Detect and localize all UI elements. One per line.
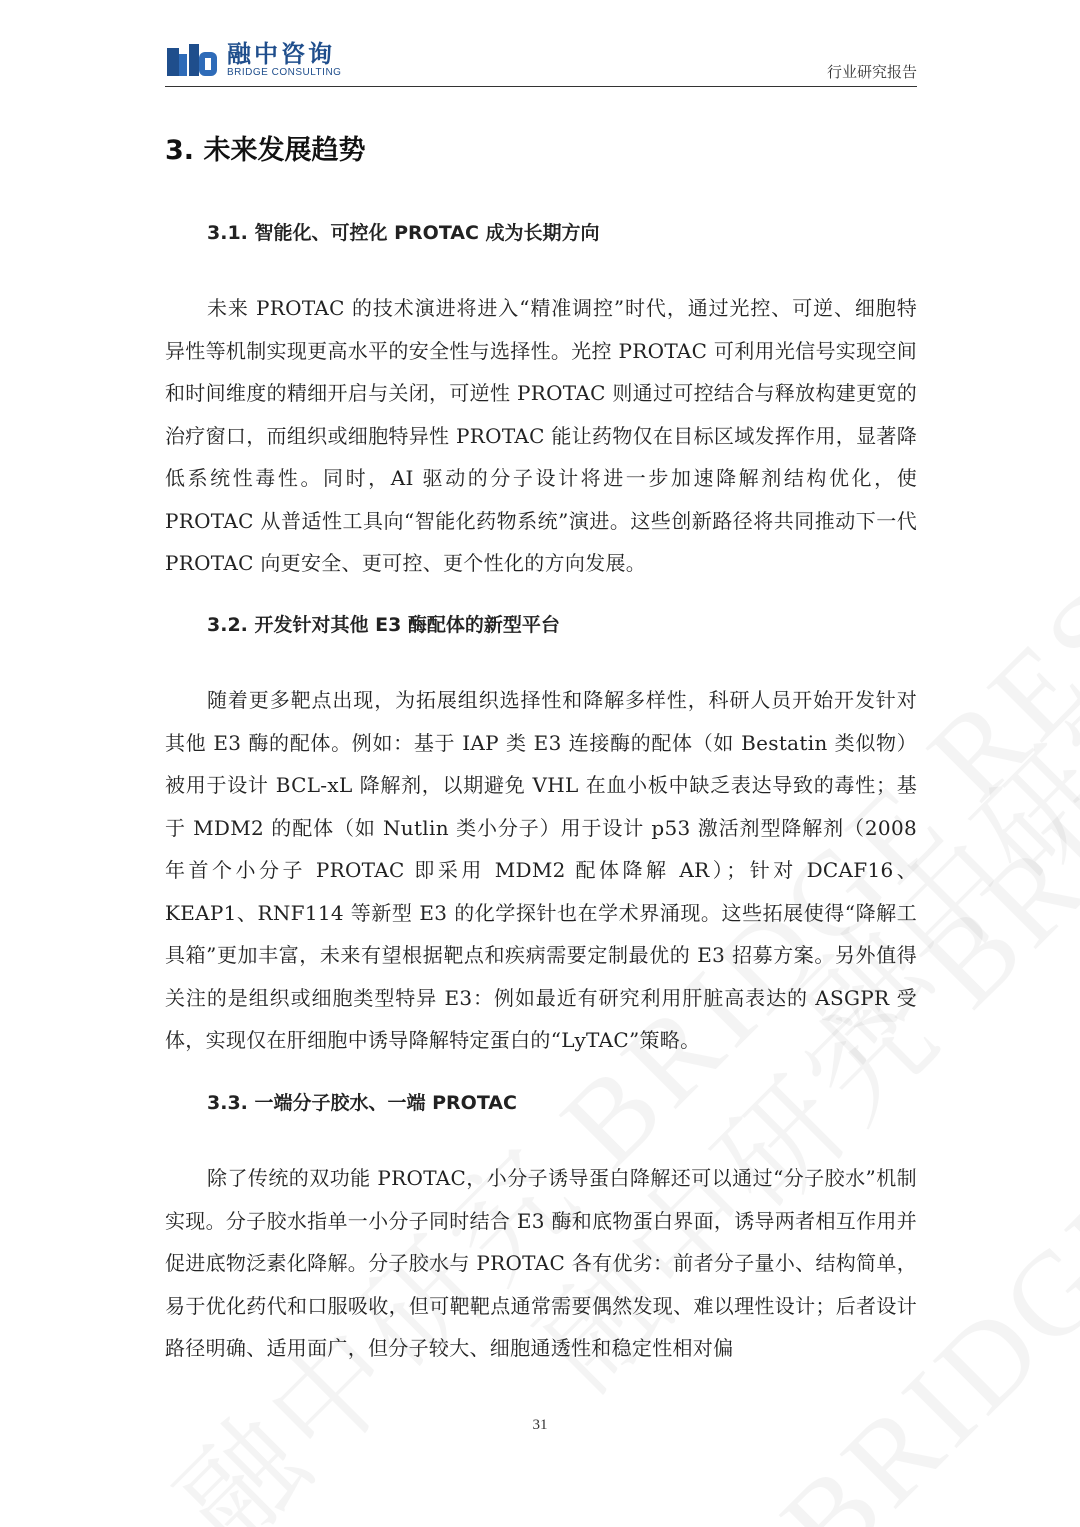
bridge-logo-icon bbox=[165, 40, 221, 80]
page-header bbox=[165, 38, 917, 87]
logo-chinese-name: 融中咨询 bbox=[227, 40, 335, 68]
paragraph: 未来 PROTAC 的技术演进将进入“精准调控”时代，通过光控、可逆、细胞特异性等机制实现更高水平的安全性与选择性。光控 PROTAC 可利用光信号实现空间和时间维度的精细开启与关闭，可逆性 PROTAC 则通过可控结合与释放构建更宽的治疗窗口，而组织或细胞特异性 PROTAC 能让药物仅在目标区域发挥作用，显著降低系统性毒性。同时，AI 驱动的分子设计将进一步加速降解剂结构优化，使 PROTAC 从普适性工具向“智能化药物系统”演进。这些创新路径将共同推动下一代 PROTAC 向更安全、更可控、更个性化的方向发展。 bbox=[165, 296, 917, 575]
subsection-title: 3.1. 智能化、可控化 PROTAC 成为长期方向 bbox=[207, 222, 600, 244]
report-type-label: 行业研究报告 bbox=[826, 63, 917, 81]
paragraph: 随着更多靶点出现，为拓展组织选择性和降解多样性，科研人员开始开发针对其他 E3 酶的配体。例如：基于 IAP 类 E3 连接酶的配体（如 Bestatin 类似物）被用于设计 BCL-xL 降解剂，以期避免 VHL 在血小板中缺乏表达导致的毒性；基于 MDM2 的配体（如 Nutlin 类小分子）用于设计 p53 激活剂型降解剂（2008 年首个小分子 PROTAC 即采用 MDM2 配体降解 AR）；针对 DCAF16、KEAP1、RNF114 等新型 E3 的化学探针也在学术界涌现。这些拓展使得“降解工具箱”更加丰富，未来有望根据靶点和疾病需要定制最优的 E3 招募方案。另外值得关注的是组织或细胞类型特异 E3：例如最近有研究利用肝脏高表达的 ASGPR 受体，实现仅在肝细胞中诱导降解特定蛋白的“LyTAC”策略。 bbox=[165, 688, 917, 1052]
logo-english-name: BRIDGE CONSULTING bbox=[227, 67, 342, 78]
page-number: 31 bbox=[532, 1417, 548, 1433]
section-title: 3. 未来发展趋势 bbox=[165, 135, 366, 166]
subsection-title: 3.3. 一端分子胶水、一端 PROTAC bbox=[207, 1092, 517, 1114]
company-logo bbox=[165, 40, 341, 80]
subsection-title: 3.2. 开发针对其他 E3 酶配体的新型平台 bbox=[207, 614, 560, 636]
paragraph: 除了传统的双功能 PROTAC，小分子诱导蛋白降解还可以通过“分子胶水”机制实现。分子胶水指单一小分子同时结合 E3 酶和底物蛋白界面，诱导两者相互作用并促进底物泛素化降解。分子胶水与 PROTAC 各有优劣：前者分子量小、结构简单，易于优化药代和口服吸收，但可靶靶点通常需要偶然发现、难以理性设计；后者设计路径明确、适用面广，但分子较大、细胞通透性和稳定性相对偏 bbox=[165, 1166, 917, 1360]
